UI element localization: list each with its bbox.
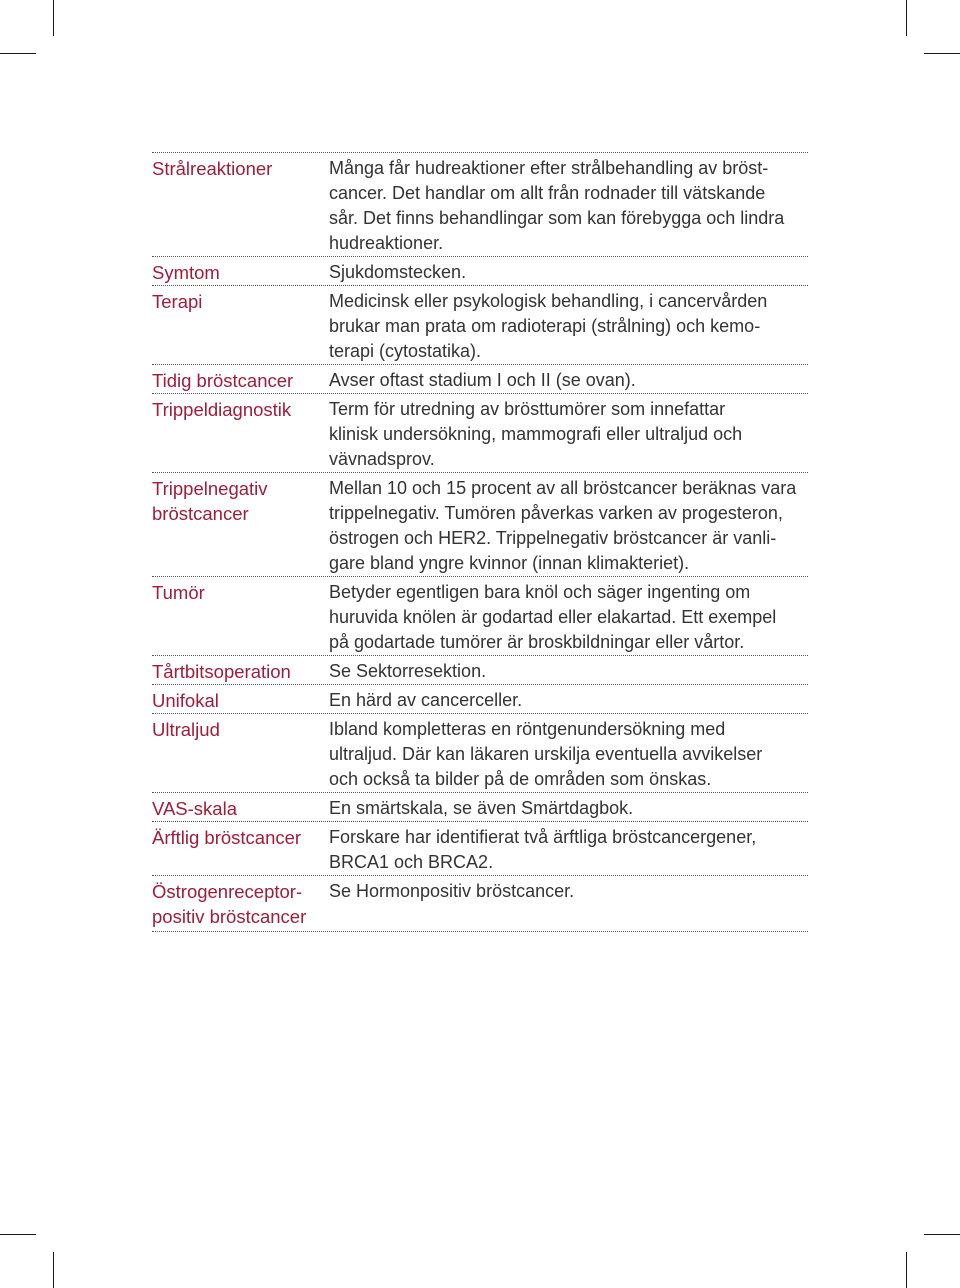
glossary-term: Ultraljud bbox=[152, 719, 220, 740]
glossary-definition: Många får hudreaktioner efter strålbehandling av bröst- cancer. Det handlar om allt från rodnader till vätskande sår. Det finns behandlingar som kan förebygga och lindra hudreaktioner. bbox=[329, 158, 785, 253]
crop-mark-bottom-right bbox=[906, 1252, 907, 1288]
glossary-definition: Se Hormonpositiv bröstcancer. bbox=[329, 881, 575, 901]
glossary-term: Ärftlig bröstcancer bbox=[152, 827, 302, 848]
glossary-term: VAS-skala bbox=[152, 798, 237, 819]
glossary-term: Symtom bbox=[152, 262, 220, 283]
glossary-entry bbox=[152, 393, 808, 472]
glossary-entry bbox=[152, 684, 808, 713]
glossary-definition: Mellan 10 och 15 procent av all bröstcancer beräknas vara trippelnegativ. Tumören påverkas varken av progesteron, östrogen och HER2. Trippelnegativ bröstcancer är vanli- gare bland yngre kvinnor (innan klimakteriet). bbox=[329, 478, 797, 573]
glossary-definition: En smärtskala, se även Smärtdagbok. bbox=[329, 798, 634, 818]
glossary-definition: Medicinsk eller psykologisk behandling, i cancervården brukar man prata om radioterapi (strålning) och kemo- terapi (cytostatika). bbox=[329, 291, 768, 361]
glossary-entry bbox=[152, 472, 808, 576]
glossary-definition: Term för utredning av brösttumörer som innefattar klinisk undersökning, mammografi eller ultraljud och vävnadsprov. bbox=[329, 399, 743, 469]
glossary-entry bbox=[152, 875, 808, 932]
crop-mark-top-right bbox=[906, 0, 907, 36]
glossary-definition: Betyder egentligen bara knöl och säger ingenting om huruvida knölen är godartad eller elakartad. Ett exempel på godartade tumörer är broskbildningar eller vårtor. bbox=[329, 582, 777, 652]
glossary-term: Tumör bbox=[152, 582, 205, 603]
glossary-definition: Ibland kompletteras en röntgenundersökning med ultraljud. Där kan läkaren urskilja eventuella avvikelser och också ta bilder på de områden som önskas. bbox=[329, 719, 763, 789]
glossary-entry bbox=[152, 821, 808, 875]
crop-mark-top-right bbox=[924, 53, 960, 54]
crop-mark-bottom-right bbox=[924, 1234, 960, 1235]
glossary-term: Östrogenreceptor- positiv bröstcancer bbox=[152, 881, 307, 927]
crop-mark-top-left bbox=[0, 53, 36, 54]
glossary-term: Strålreaktioner bbox=[152, 158, 273, 179]
glossary-entry bbox=[152, 576, 808, 655]
glossary-entry bbox=[152, 152, 808, 256]
crop-mark-top-left bbox=[53, 0, 54, 36]
glossary-definition: En härd av cancerceller. bbox=[329, 690, 523, 710]
glossary-entry bbox=[152, 364, 808, 393]
glossary-definition: Sjukdomstecken. bbox=[329, 262, 467, 282]
glossary-definition: Se Sektorresektion. bbox=[329, 661, 487, 681]
glossary-entry bbox=[152, 792, 808, 821]
glossary-term: Tårtbitsoperation bbox=[152, 661, 291, 682]
glossary-entry bbox=[152, 655, 808, 684]
glossary-term: Trippeldiagnostik bbox=[152, 399, 292, 420]
glossary-entry bbox=[152, 285, 808, 364]
glossary-term: Unifokal bbox=[152, 690, 219, 711]
glossary-term: Tidig bröstcancer bbox=[152, 370, 294, 391]
glossary-definition: Forskare har identifierat två ärftliga bröstcancergener, BRCA1 och BRCA2. bbox=[329, 827, 757, 872]
glossary-definition: Avser oftast stadium I och II (se ovan). bbox=[329, 370, 636, 390]
glossary-entry bbox=[152, 713, 808, 792]
crop-mark-bottom-left bbox=[53, 1252, 54, 1288]
glossary-term: Trippelnegativ bröstcancer bbox=[152, 478, 268, 524]
glossary-list bbox=[152, 152, 808, 932]
glossary-entry bbox=[152, 256, 808, 285]
glossary-term: Terapi bbox=[152, 291, 203, 312]
crop-mark-bottom-left bbox=[0, 1234, 36, 1235]
